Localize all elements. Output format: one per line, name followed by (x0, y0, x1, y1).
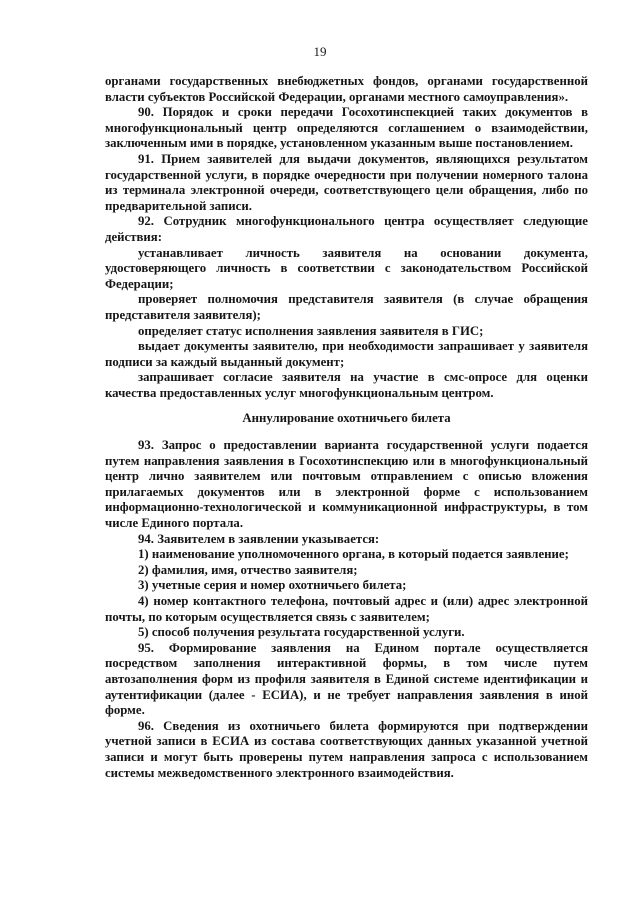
action-item-status: определяет статус исполнения заявления заявителя в ГИС; (138, 323, 484, 338)
page-number: 19 (313, 44, 327, 59)
paragraph-91: 91. Прием заявителей для выдачи документов, являющихся результатом государственной услуги, в порядке очередности при получении номерного талона из терминала электронной очереди, соответствующего цели обращения, либо по предварительной записи. (105, 151, 588, 213)
paragraph-93: 93. Запрос о предоставлении варианта государственной услуги подается путем направления заявления в Госохотинспекцию или в многофункциональный центр лично заявителем или почтовым отправлением с описью вложения прилагаемых документов или в электронной форме с использованием информационно-технологической и коммуникационной инфраструктуры, в том числе Единого портала. (105, 438, 588, 531)
paragraph-96: 96. Сведения из охотничьего билета формируются при подтверждении учетной записи в ЕСИА из состава соответствующих данных указанной учетной записи и могут быть проверены путем направления запроса с использованием системы межведомственного электронного взаимодействия. (105, 718, 588, 780)
document-body (105, 74, 588, 781)
action-item-identity: устанавливает личность заявителя на основании документа, удостоверяющего личность в соответствии с законодательством Российской Федерации; (105, 245, 588, 291)
list-item-5: 5) способ получения результата государственной услуги. (138, 625, 465, 640)
list-item-1: 1) наименование уполномоченного органа, в который подается заявление; (138, 547, 569, 562)
paragraph-90: 90. Порядок и сроки передачи Госохотинспекцией таких документов в многофункциональный центр определяются соглашением о взаимодействии, заключенным ими в порядке, установленном указанным выше постановлением. (105, 105, 588, 151)
list-item-3: 3) учетные серия и номер охотничьего билета; (138, 578, 407, 593)
list-item-4: 4) номер контактного телефона, почтовый адрес и (или) адрес электронной почты, по которым осуществляется связь с заявителем; (105, 594, 588, 624)
paragraph-95: 95. Формирование заявления на Едином портале осуществляется посредством заполнения интерактивной формы, в том числе путем автозаполнения форм из профиля заявителя в Единой системе идентификации и аутентификации (далее - ЕСИА), и не требует направления заявления в иной форме. (105, 640, 588, 718)
paragraph-continuation: органами государственных внебюджетных фондов, органами государственной власти субъектов Российской Федерации, органами местного самоуправления». (105, 74, 588, 104)
list-item-2: 2) фамилия, имя, отчество заявителя; (138, 562, 358, 577)
action-item-sms-survey: запрашивает согласие заявителя на участие в смс-опросе для оценки качества предоставленных услуг многофункциональным центром. (105, 370, 588, 400)
section-heading: Аннулирование охотничьего билета (242, 411, 451, 426)
action-item-issue-documents: выдает документы заявителю, при необходимости запрашивает у заявителя подписи за каждый выданный документ; (105, 339, 588, 369)
paragraph-94: 94. Заявителем в заявлении указывается: (138, 531, 380, 546)
action-item-authority: проверяет полномочия представителя заявителя (в случае обращения представителя заявителя); (105, 292, 588, 322)
paragraph-92: 92. Сотрудник многофункционального центра осуществляет следующие действия: (105, 214, 588, 244)
